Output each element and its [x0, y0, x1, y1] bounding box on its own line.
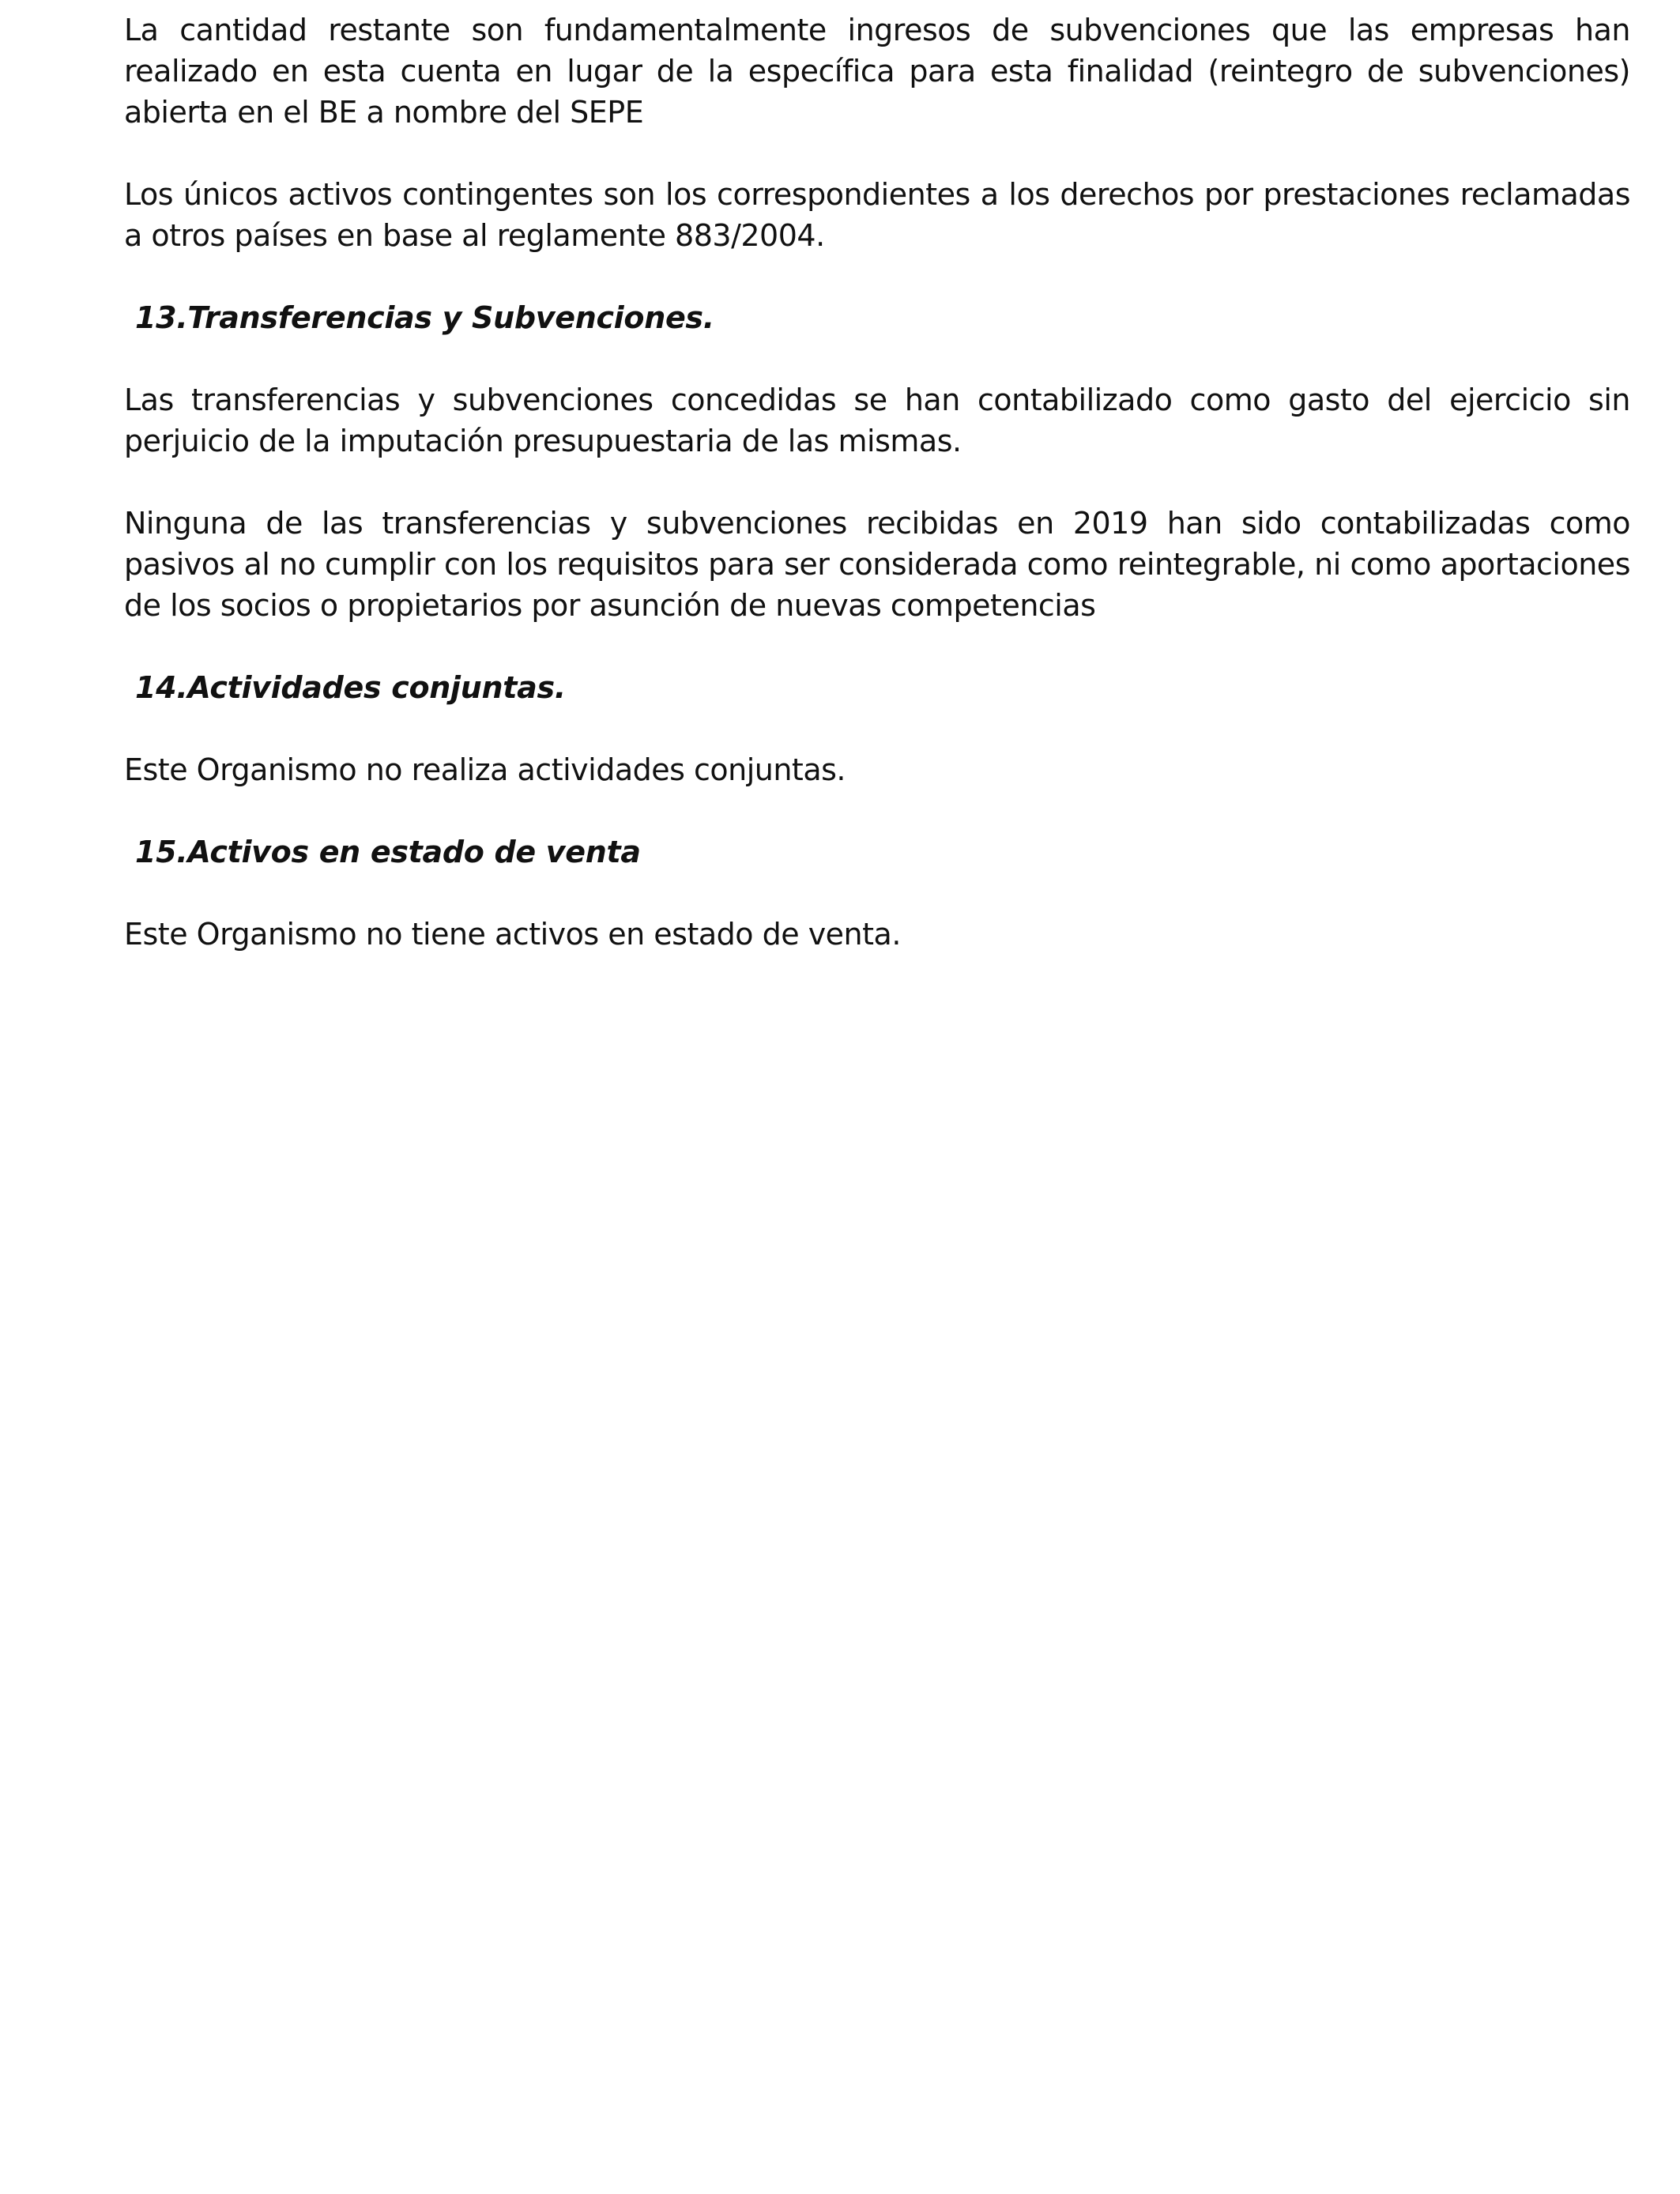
paragraph-transferencias-recibidas: Ninguna de las transferencias y subvenciones recibidas en 2019 han sido contabilizadas como pasivos al no cumplir con los requisitos para ser considerada como reintegrable, ni como aportaciones de los socios o propietarios por asunción de nuevas competencias	[124, 506, 1630, 623]
document-page	[124, 9, 1630, 955]
paragraph-gap	[124, 626, 1630, 667]
paragraph-gap	[124, 133, 1630, 174]
paragraph-gap	[124, 790, 1630, 831]
section-heading-13	[124, 297, 1630, 338]
paragraph-gap	[124, 708, 1630, 749]
section-title: Activos en estado de venta	[187, 835, 641, 869]
paragraph-gap	[124, 338, 1630, 379]
section-number: 14.	[135, 670, 188, 705]
paragraph-gap	[124, 462, 1630, 503]
paragraph-subvenciones-ingresos: La cantidad restante son fundamentalmente ingresos de subvenciones que las empresas han realizado en esta cuenta en lugar de la específica para esta finalidad (reintegro de subvenciones) abierta en el BE a nombre del SEPE	[124, 13, 1630, 130]
paragraph-gap	[124, 873, 1630, 914]
paragraph-actividades-conjuntas: Este Organismo no realiza actividades conjuntas.	[124, 752, 846, 787]
paragraph-transferencias-concedidas: Las transferencias y subvenciones concedidas se han contabilizado como gasto del ejercicio sin perjuicio de la imputación presupuestaria de las mismas.	[124, 383, 1630, 458]
section-number: 15.	[135, 835, 188, 869]
paragraph-gap	[124, 256, 1630, 297]
paragraph-activos-contingentes: Los únicos activos contingentes son los correspondientes a los derechos por prestaciones reclamadas a otros países en base al reglamente 883/2004.	[124, 177, 1630, 253]
section-heading-15	[124, 831, 1630, 873]
paragraph-activos-venta: Este Organismo no tiene activos en estado de venta.	[124, 917, 901, 952]
section-number: 13.	[135, 300, 188, 335]
section-heading-14	[124, 667, 1630, 708]
section-title: Actividades conjuntas.	[187, 670, 566, 705]
section-title: Transferencias y Subvenciones.	[187, 300, 714, 335]
